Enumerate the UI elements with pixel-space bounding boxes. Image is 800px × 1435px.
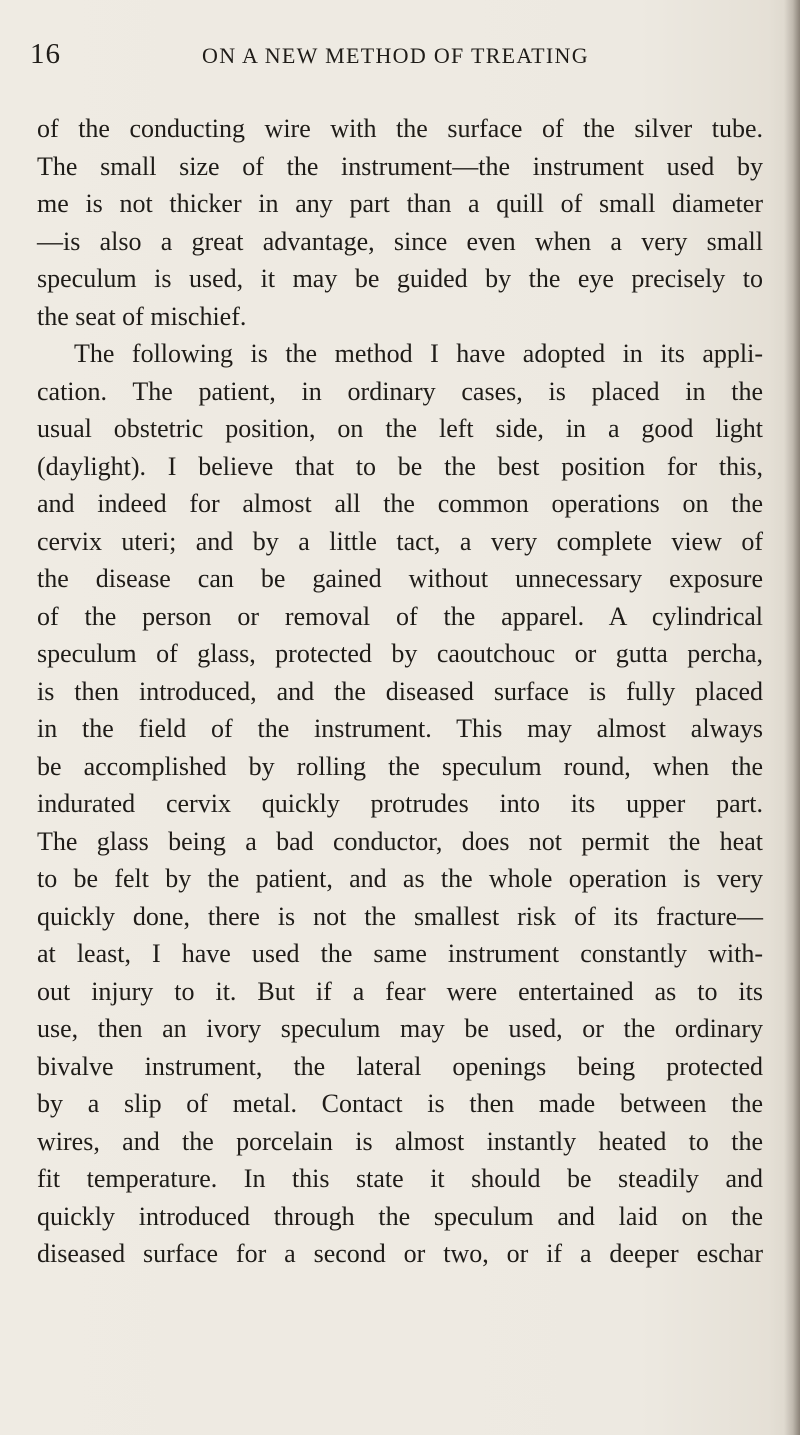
- text-line: by a slip of metal. Contact is then made between the: [37, 1089, 763, 1118]
- text-line: at least, I have used the same instrument constantly with-: [37, 939, 763, 968]
- text-line: of the person or removal of the apparel. A cylindrical: [37, 601, 763, 631]
- text-line: The following is the method I have adopted in its appli-: [74, 339, 763, 368]
- text-line: cation. The patient, in ordinary cases, is placed in the: [37, 376, 763, 406]
- text-line: is then introduced, and the diseased surface is fully placed: [37, 676, 763, 706]
- text-line: fit temperature. In this state it should be steadily and: [37, 1164, 763, 1193]
- text-line: and indeed for almost all the common operations on the: [37, 489, 763, 518]
- page-header: [30, 34, 770, 74]
- text-line: wires, and the porcelain is almost instantly heated to the: [37, 1126, 763, 1156]
- text-line: The glass being a bad conductor, does not permit the heat: [37, 826, 763, 856]
- text-line: be accomplished by rolling the speculum round, when the: [37, 751, 763, 781]
- text-line: The small size of the instrument—the instrument used by: [37, 151, 763, 181]
- page-number: 16: [30, 38, 61, 70]
- text-line: —is also a great advantage, since even when a very small: [37, 226, 763, 256]
- text-line: quickly introduced through the speculum and laid on the: [37, 1201, 763, 1231]
- body-text: [37, 110, 763, 1273]
- text-line: cervix uteri; and by a little tact, a very complete view of: [37, 526, 763, 556]
- text-line: diseased surface for a second or two, or if a deeper eschar: [37, 1239, 763, 1268]
- text-line: me is not thicker in any part than a quill of small diameter: [37, 189, 763, 218]
- text-line: use, then an ivory speculum may be used, or the ordinary: [37, 1014, 763, 1043]
- text-line: (daylight). I believe that to be the best position for this,: [37, 451, 763, 481]
- text-line: bivalve instrument, the lateral openings being protected: [37, 1051, 763, 1081]
- page-edge-shadow: [784, 0, 800, 1435]
- text-line: out injury to it. But if a fear were entertained as to its: [37, 976, 763, 1006]
- running-head: ON A NEW METHOD OF TREATING: [202, 43, 589, 68]
- text-line: the disease can be gained without unnecessary exposure: [37, 564, 763, 593]
- text-line: of the conducting wire with the surface of the silver tube.: [37, 114, 763, 143]
- text-line: to be felt by the patient, and as the whole operation is very: [37, 864, 763, 893]
- text-line: speculum of glass, protected by caoutchouc or gutta percha,: [37, 639, 763, 668]
- text-line: quickly done, there is not the smallest risk of its fracture—: [37, 901, 763, 931]
- text-line: usual obstetric position, on the left side, in a good light: [37, 414, 763, 443]
- text-line: in the field of the instrument. This may almost always: [37, 714, 763, 743]
- text-line: the seat of mischief.: [37, 301, 247, 331]
- text-line: speculum is used, it may be guided by the eye precisely to: [37, 264, 763, 293]
- text-line: indurated cervix quickly protrudes into its upper part.: [37, 789, 763, 818]
